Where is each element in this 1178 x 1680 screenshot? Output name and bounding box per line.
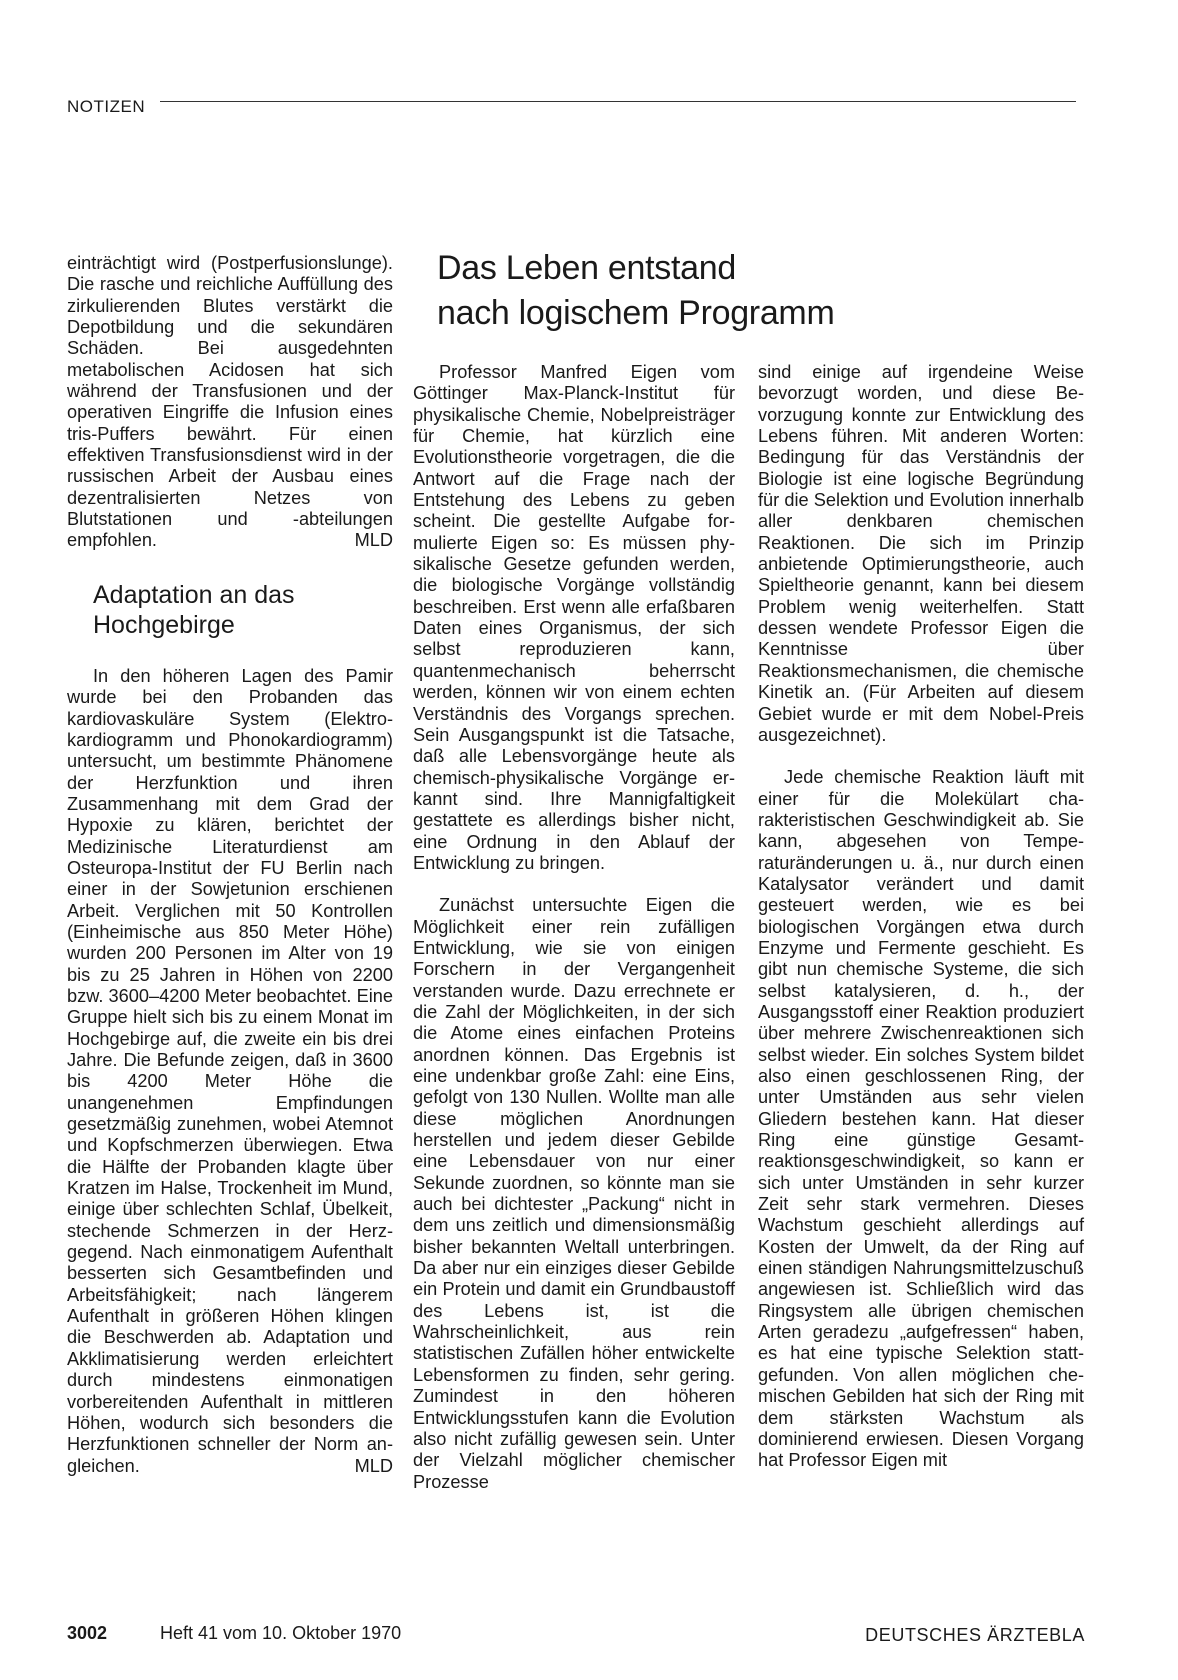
footer-page-number: 3002 bbox=[67, 1623, 108, 1643]
column3-paragraph-2: Jede chemische Reaktion läuft mit einer für die Molekülart charakteristischen Geschwindigkeit ab. Sie kann, abgesehen von Temperaturänderungen u. ä., nur durch einen Katalysator verändert und damit gesteuert werden, wie es bei biologischen Vorgängen etwa durch Enzyme und Fermente geschieht. Es gibt nun chemische Systeme, die sich selbst katalysieren, d. h., der Ausgangsstoff einer Reaktion produziert über mehrere Zwischenreaktionen sich selbst wieder. Ein solches System bildet also einen geschlossenen Ring, der unter Umständen aus sehr vielen Gliedern bestehen kann. Hat dieser Ring eine günstige Gesamtreaktionsgeschwindigkeit, so kann er sich unter Umständen in sehr kurzer Zeit sehr stark vermehren. Dieses Wachstum geschieht allerdings auf Kosten der Umwelt, da der Ring auf einen ständigen Nahrungsmittelzuschuß angewiesen ist. Schließlich wird das Ringsystem alle übrigen chemischen Arten geradezu „aufgefressen“ haben, es hat eine typische Selektion stattgefunden. Von allen möglichen chemischen Gebilden hat sich der Ring mit dem stärksten Wachstum als dominierend erwiesen. Diesen Vorgang hat Professor Eigen mit bbox=[758, 767, 1084, 1471]
column1-subheading: Adaptation an das Hochgebirge bbox=[93, 580, 295, 639]
column2-paragraph-2: Zunächst untersuchte Eigen die Möglichkeit einer rein zufälligen Entwicklung, wie sie von einigen Forschern in der Vergangenheit verstanden wurde. Dazu errechnete er die Zahl der Möglichkeiten, in der sich die Atome eines einfachen Proteins anordnen können. Das Ergebnis ist eine undenkbar große Zahl: eine Eins, gefolgt von 130 Nullen. Wollte man alle diese möglichen Anordnungen herstellen und jedem dieser Gebilde eine Lebensdauer von nur einer Sekunde zuordnen, so könnte man sie auch bei dichtester „Packung“ nicht in dem uns zeitlich und dimensionsmäßig bisher bekannten Weltall unterbringen. Da aber nur ein einziges dieser Gebilde ein Protein und damit ein Grundbaustoff des Lebens ist, ist die Wahrscheinlichkeit, aus rein statistischen Zufällen höher entwickelte Lebensformen zu finden, sehr gering. Zumindest in den höheren Entwicklungsstufen kann die Evolution also nicht zufällig gewesen sein. Unter der Vielzahl möglicher chemischer Prozesse bbox=[413, 895, 735, 1492]
column3-paragraph-1: sind einige auf irgendeine Weise bevorzugt worden, und diese Bevorzugung konnte zur Entwicklung des Lebens führen. Mit anderen Worten: Bedingung für das Verständnis der Biologie ist eine logische Begründung für die Selektion und Evolution innerhalb aller denkbaren chemischen Reaktionen. Die sich im Prinzip anbietende Optimierungstheorie, auch Spieltheorie genannt, kann bei diesem Problem wenig weiterhelfen. Statt dessen wendete Professor Eigen die Kenntnisse über Reaktionsmechanismen, die chemische Kinetik an. (Für Arbeiten auf diesem Gebiet wurde er mit dem Nobel-Preis ausgezeichnet). bbox=[758, 362, 1084, 745]
column2-paragraph-1: Professor Manfred Eigen vom Göttinger Max-Planck-Institut für physikalische Chemie, Nobelpreisträger für Chemie, hat kürzlich eine Evolutionstheorie vorgetragen, die die Antwort auf die Frage nach der Entstehung des Lebens zu geben scheint. Die gestellte Aufgabe formulierte Eigen so: Es müssen physikalische Gesetze gefunden werden, die biologische Vorgänge vollständig beschreiben. Erst wenn alle erfaßbaren Daten eines Organismus, der sich selbst reproduzieren kann, quantenmechanisch beherrscht werden, können wir von einem echten Verständnis des Vorgangs sprechen. Sein Ausgangspunkt ist die Tatsache, daß alle Lebensvorgänge heute als chemisch-physikalische Vorgänge erkannt sind. Ihre Mannigfaltigkeit gestattete es allerdings bisher nicht, eine Ordnung in den Ablauf der Entwicklung zu bringen. bbox=[413, 362, 735, 873]
column1-intro-text: einträchtigt wird (Postperfusionslunge). Die rasche und reichliche Auffüllung des zirkulierenden Blutes verstärkt die Depotbildung und die sekundären Schäden. Bei ausgedehnten metabolischen Acidosen hat sich während der Transfusionen und der operativen Eingriffe die Infusion eines tris-Puffers bewährt. Für einen effektiven Transfusionsdienst wird in der russischen Arbeit der Ausbau eines dezentralisierten Netzes von Blutstationen und -abteilungen empfohlen. bbox=[67, 253, 393, 551]
column-2 bbox=[413, 362, 735, 1493]
paragraph-gap bbox=[413, 874, 735, 895]
column1-body-signature: MLD bbox=[354, 1455, 393, 1476]
footer-journal-name: DEUTSCHES ÄRZTEBLA bbox=[865, 1625, 1085, 1645]
headline-line-2: nach logischem Programm bbox=[437, 294, 835, 332]
header-rule bbox=[160, 101, 1076, 102]
paragraph-gap bbox=[758, 746, 1084, 767]
footer-issue: Heft 41 vom 10. Oktober 1970 bbox=[160, 1623, 402, 1643]
column-1 bbox=[67, 253, 393, 1477]
column-3 bbox=[758, 362, 1084, 1472]
headline-line-1: Das Leben entstand bbox=[437, 249, 736, 287]
column1-intro-signature: MLD bbox=[354, 530, 393, 551]
section-label: NOTIZEN bbox=[67, 97, 146, 116]
article-headline bbox=[437, 246, 1077, 336]
column1-body-text: In den höheren Lagen des Pamir wurde bei den Probanden das kardiovaskuläre System (Elektrokardiogramm und Phonokardiogramm) untersucht, um bestimmte Phänomene der Herzfunktion und ihren Zusammenhang mit dem Grad der Hypoxie zu klären, berichtet der Medizinische Literaturdienst am Osteuropa-Institut der FU Berlin nach einer in der Sowjetunion erschienen Arbeit. Verglichen mit 50 Kontrollen (Einheimische aus 850 Meter Höhe) wurden 200 Personen im Alter von 19 bis zu 25 Jahren in Höhen von 2200 bzw. 3600–4200 Meter beobachtet. Eine Gruppe hielt sich bis zu einem Monat im Hochgebirge auf, die zweite ein bis drei Jahre. Die Befunde zeigen, daß in 3600 bis 4200 Meter Höhe die unangenehmen Empfindungen gesetzmäßig zunehmen, wobei Atemnot und Kopfschmerzen überwiegen. Etwa die Hälfte der Probanden klagte über Kratzen im Halse, Trockenheit im Mund, einige über schlechten Schlaf, Übelkeit, stechende Schmerzen in der Herzgegend. Nach einmonatigem Aufenthalt besserten sich Gesamtbefinden und Arbeitsfähigkeit; nach längerem Aufenthalt in größeren Höhen klingen die Beschwerden ab. Adaptation und Akklimatisierung werden erleichtert durch mindestens einmonatigen vorbereitenden Aufenthalt in mittleren Höhen, wodurch sich besonders die Herzfunktionen schneller der Norm angleichen. bbox=[67, 665, 393, 1476]
